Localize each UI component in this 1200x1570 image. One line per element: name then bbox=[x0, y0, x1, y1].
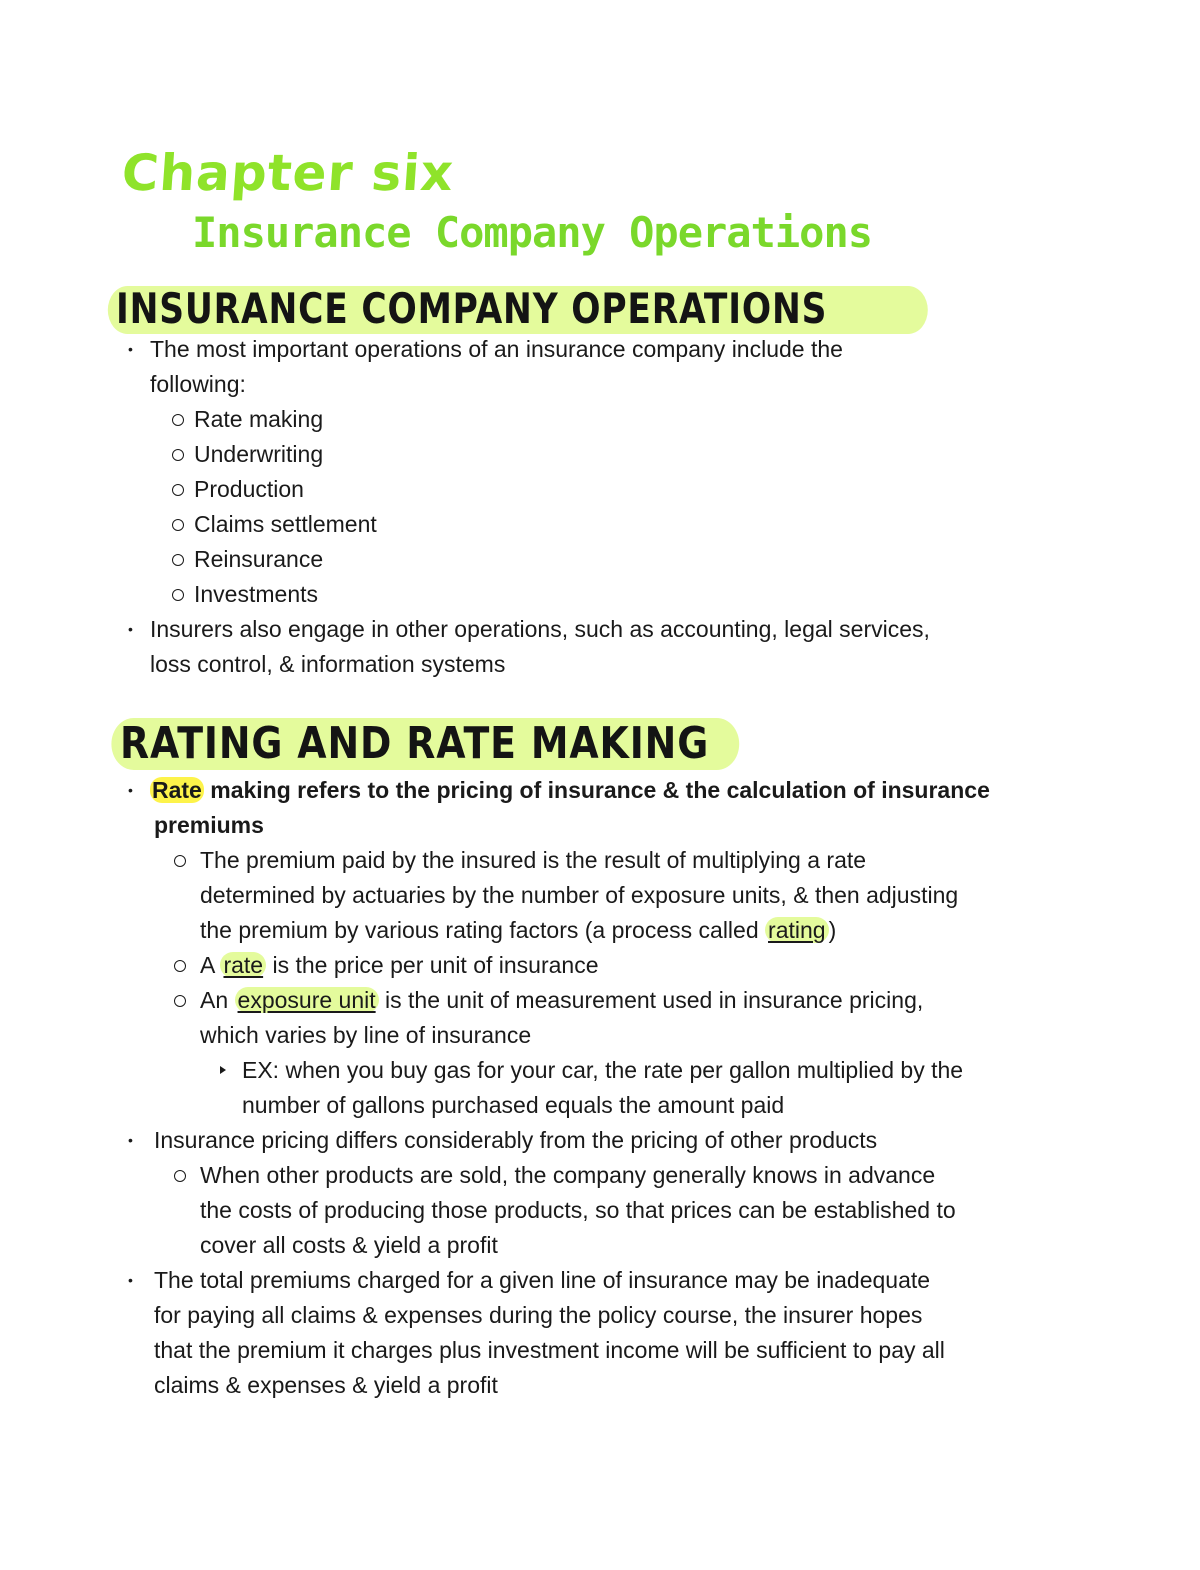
text-span: is the price per unit of insurance bbox=[266, 952, 599, 978]
circle-bullet bbox=[172, 484, 184, 496]
circle-bullet bbox=[172, 449, 184, 461]
text-span: An bbox=[200, 987, 235, 1013]
circle-bullet bbox=[172, 519, 184, 531]
term-rating: rating bbox=[765, 917, 829, 943]
list-item-line: for paying all claims & expenses during the policy course, the insurer hopes bbox=[154, 1302, 923, 1328]
text-span: making refers to the pricing of insurance & the calculation of insurance bbox=[203, 777, 990, 803]
sub-list-item bbox=[200, 983, 923, 1018]
bullet-dot: • bbox=[128, 341, 133, 357]
list-item-line: The total premiums charged for a given line of insurance may be inadequate bbox=[154, 1267, 931, 1293]
circle-bullet bbox=[172, 414, 184, 426]
circle-bullet bbox=[174, 995, 186, 1007]
list-item-line: following: bbox=[150, 371, 246, 397]
chapter-title: Chapter six bbox=[119, 144, 456, 202]
list-item-line: premiums bbox=[154, 812, 264, 838]
sub-list-item: Claims settlement bbox=[194, 511, 377, 537]
sub-list-item: Investments bbox=[194, 581, 318, 607]
bullet-dot: • bbox=[128, 1272, 133, 1288]
circle-bullet bbox=[172, 554, 184, 566]
section-heading-text: INSURANCE COMPANY OPERATIONS bbox=[116, 284, 828, 333]
section-heading-operations bbox=[116, 284, 828, 333]
chapter-subtitle: Insurance Company Operations bbox=[192, 208, 873, 257]
circle-bullet bbox=[174, 855, 186, 867]
sub-list-item: The premium paid by the insured is the result of multiplying a rate bbox=[200, 847, 867, 873]
sub-list-item bbox=[200, 948, 599, 983]
section-heading-rating bbox=[120, 718, 710, 769]
circle-bullet bbox=[174, 960, 186, 972]
term-rate: rate bbox=[220, 952, 266, 978]
list-item-line: Insurance pricing differs considerably from the pricing of other products bbox=[154, 1127, 878, 1153]
circle-bullet bbox=[174, 1170, 186, 1182]
bullet-dot: • bbox=[128, 782, 133, 798]
sub-list-item: determined by actuaries by the number of exposure units, & then adjusting bbox=[200, 882, 959, 908]
sub-list-item: the costs of producing those products, so that prices can be established to bbox=[200, 1197, 956, 1223]
sub-list-item: Reinsurance bbox=[194, 546, 324, 572]
triangle-bullet bbox=[220, 1066, 226, 1074]
sub-list-item: cover all costs & yield a profit bbox=[200, 1232, 498, 1258]
text-span: the premium by various rating factors (a process called bbox=[200, 917, 766, 943]
list-item-line: Insurers also engage in other operations, such as accounting, legal services, bbox=[150, 616, 930, 642]
list-item-line: claims & expenses & yield a profit bbox=[154, 1372, 498, 1398]
text-span: A bbox=[200, 952, 221, 978]
list-item-line: The most important operations of an insurance company include the bbox=[150, 336, 843, 362]
sub-sub-list-item: number of gallons purchased equals the amount paid bbox=[242, 1092, 785, 1118]
bullet-dot: • bbox=[128, 1132, 133, 1148]
list-item-line bbox=[150, 773, 990, 808]
sub-list-item: which varies by line of insurance bbox=[200, 1022, 532, 1048]
circle-bullet bbox=[172, 589, 184, 601]
list-item-line: loss control, & information systems bbox=[150, 651, 506, 677]
sub-list-item: Rate making bbox=[194, 406, 324, 432]
sub-list-item: When other products are sold, the company generally knows in advance bbox=[200, 1162, 936, 1188]
term-highlight: Rate bbox=[152, 777, 202, 803]
sub-sub-list-item: EX: when you buy gas for your car, the rate per gallon multiplied by the bbox=[242, 1057, 964, 1083]
sub-list-item bbox=[200, 913, 836, 948]
section-heading-text: RATING AND RATE MAKING bbox=[120, 718, 710, 769]
text-span: is the unit of measurement used in insurance pricing, bbox=[378, 987, 924, 1013]
sub-list-item: Production bbox=[194, 476, 304, 502]
bullet-dot: • bbox=[128, 621, 133, 637]
sub-list-item: Underwriting bbox=[194, 441, 324, 467]
list-item-line: that the premium it charges plus investment income will be sufficient to pay all bbox=[154, 1337, 945, 1363]
term-exposure-unit: exposure unit bbox=[235, 987, 379, 1013]
text-span: ) bbox=[828, 917, 837, 943]
